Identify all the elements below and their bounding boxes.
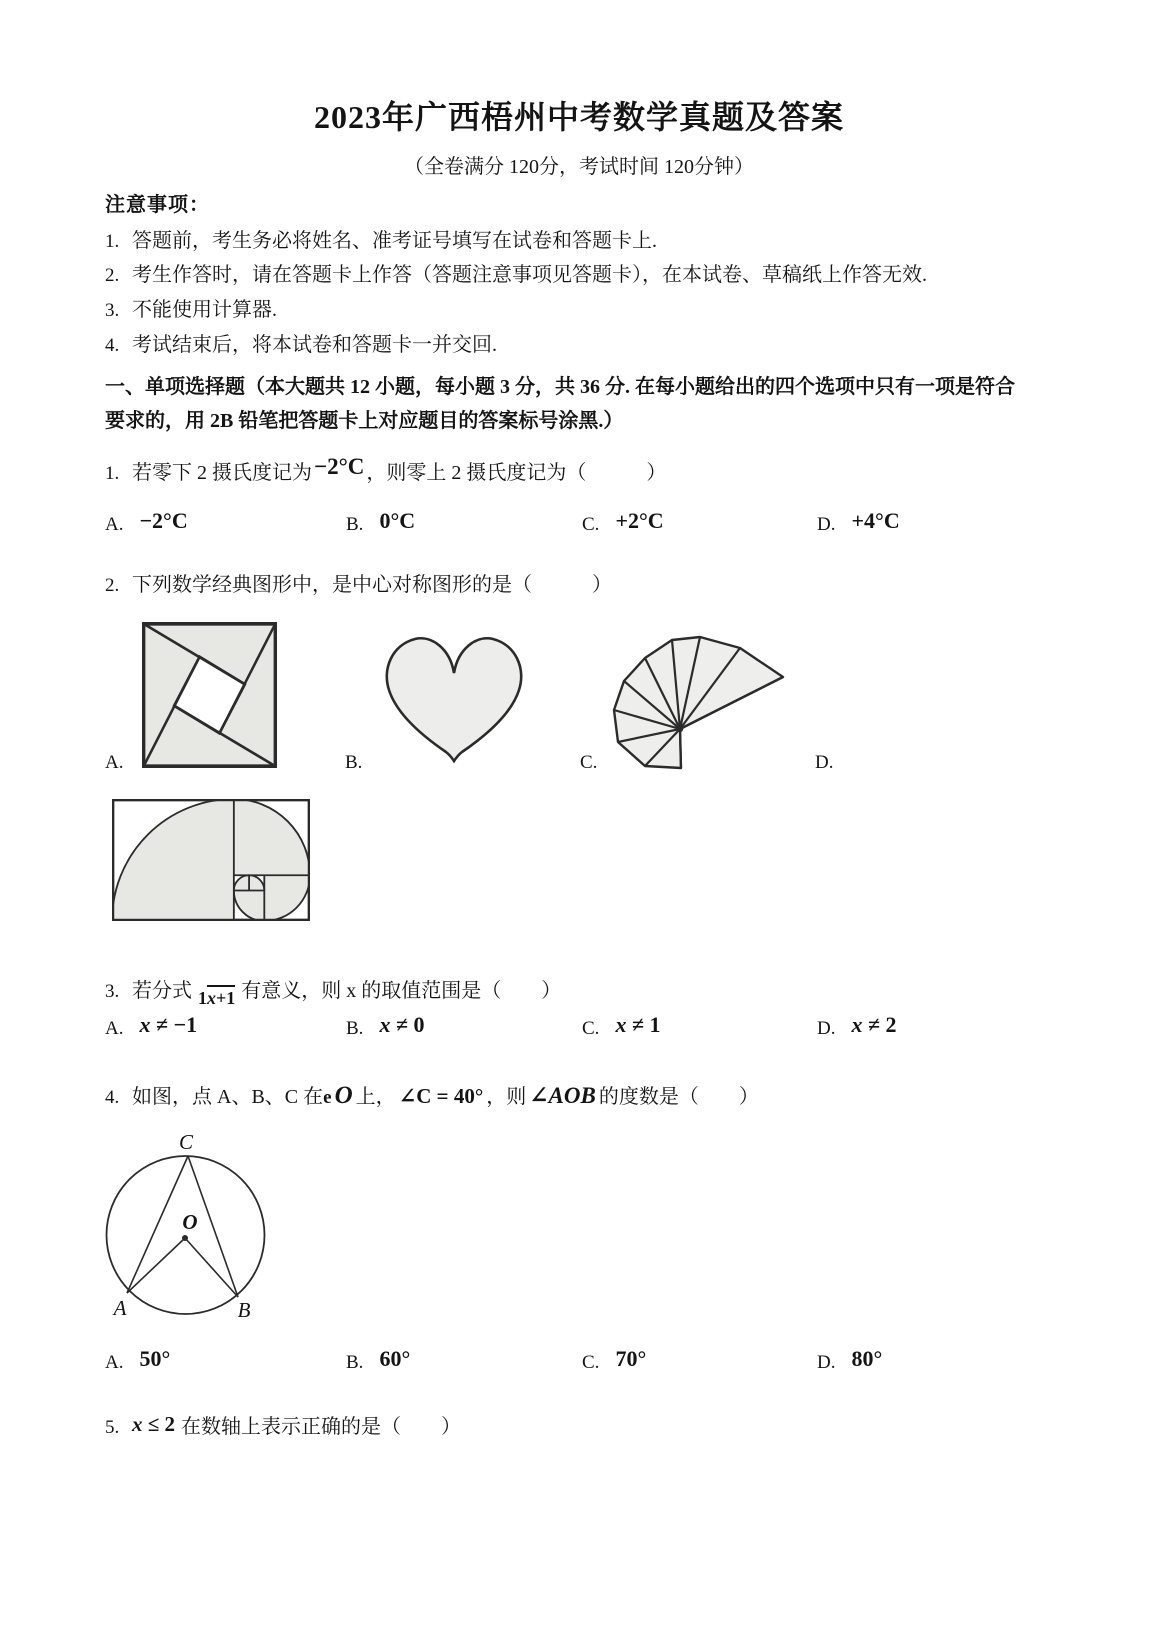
option-label: A. bbox=[105, 514, 124, 535]
fraction bbox=[198, 988, 235, 1008]
option-label: D. bbox=[817, 1352, 836, 1373]
question-number: 1. bbox=[105, 463, 120, 484]
figure-chord-square bbox=[142, 622, 277, 768]
page-subtitle: （全卷满分 120分，考试时间 120分钟） bbox=[404, 156, 754, 178]
question-number: 3. bbox=[105, 981, 120, 1002]
question-number: 2. bbox=[105, 575, 120, 596]
question-number: 5. bbox=[105, 1417, 120, 1438]
note-item bbox=[105, 224, 657, 253]
figure-label-a: A. bbox=[105, 752, 124, 773]
option-value: x ≠ −1 bbox=[139, 1012, 198, 1037]
note-text: 答题前，考生务必将姓名、准考证号填写在试卷和答题卡上. bbox=[132, 230, 657, 252]
fraction-denominator: x+1 bbox=[207, 988, 236, 1008]
option-label: D. bbox=[817, 514, 836, 535]
question-text: 下列数学经典图形中，是中心对称图形的是（ ） bbox=[132, 574, 612, 596]
option-value: 80° bbox=[851, 1346, 883, 1371]
option-label: C. bbox=[582, 1018, 600, 1039]
note-item bbox=[105, 328, 497, 357]
diagram-label-a: A bbox=[113, 1296, 127, 1320]
option-label: A. bbox=[105, 1018, 124, 1039]
option-a bbox=[105, 1348, 170, 1374]
option-value: −2°C bbox=[139, 508, 188, 533]
question-text-pre: 若分式 bbox=[132, 980, 192, 1002]
angle-target: ∠AOB bbox=[529, 1083, 596, 1108]
question-text-post: 的度数是（ ） bbox=[598, 1086, 759, 1108]
figure-golden-spiral bbox=[112, 799, 310, 921]
option-d bbox=[817, 1348, 882, 1374]
diagram-label-c: C bbox=[178, 1135, 194, 1154]
note-text: 不能使用计算器. bbox=[132, 299, 277, 321]
page-title: 2023年广西梧州中考数学真题及答案 bbox=[313, 99, 844, 135]
option-c bbox=[582, 510, 664, 536]
option-d bbox=[817, 1014, 897, 1040]
question-text-post: 有意义，则 x 的取值范围是（ ） bbox=[241, 980, 562, 1002]
option-value: 0°C bbox=[379, 508, 416, 533]
note-text: 考试结束后，将本试卷和答题卡一并交回. bbox=[132, 334, 497, 356]
figure-folding-fan bbox=[605, 628, 790, 776]
note-text: 考生作答时，请在答题卡上作答（答题注意事项见答题卡），在本试卷、草稿纸上作答无效. bbox=[132, 264, 927, 286]
question-2 bbox=[105, 568, 612, 597]
note-number: 1. bbox=[105, 231, 120, 252]
option-label: B. bbox=[346, 514, 364, 535]
question-text-then: ，则 bbox=[486, 1086, 527, 1108]
figure-circle-diagram bbox=[100, 1135, 272, 1321]
option-label: B. bbox=[346, 1018, 364, 1039]
fraction-bar bbox=[207, 985, 235, 1009]
option-value: +2°C bbox=[615, 508, 664, 533]
diagram-label-o: O bbox=[182, 1210, 198, 1234]
figure-label-c: C. bbox=[580, 752, 598, 773]
option-value: x ≠ 1 bbox=[615, 1012, 661, 1037]
option-b bbox=[346, 1014, 425, 1040]
option-b bbox=[346, 510, 415, 536]
option-label: B. bbox=[346, 1352, 364, 1373]
notes-heading: 注意事项： bbox=[105, 194, 210, 216]
option-d bbox=[817, 510, 900, 536]
note-number: 3. bbox=[105, 300, 120, 321]
question-text-mid: 上， bbox=[355, 1086, 396, 1108]
question-3 bbox=[105, 974, 561, 1008]
section-header-line1: 一、单项选择题（本大题共 12 小题，每小题 3 分，共 36 分. 在每小题给出的四个选项中只有一项是符合 bbox=[105, 376, 1015, 398]
note-number: 4. bbox=[105, 335, 120, 356]
option-value: 60° bbox=[379, 1346, 411, 1371]
option-a bbox=[105, 510, 188, 536]
question-text-pre: 若零下 2 摄氏度记为 bbox=[132, 462, 312, 484]
question-4 bbox=[105, 1080, 759, 1110]
question-number: 4. bbox=[105, 1087, 120, 1108]
angle-condition: ∠C = 40° bbox=[398, 1084, 484, 1108]
option-value: 70° bbox=[615, 1346, 647, 1371]
option-label: D. bbox=[817, 1018, 836, 1039]
inline-math-inequality: x ≤ 2 bbox=[132, 1412, 176, 1436]
option-label: C. bbox=[582, 1352, 600, 1373]
question-text-post: ，则零上 2 摄氏度记为（ ） bbox=[366, 462, 667, 484]
option-b bbox=[346, 1348, 410, 1374]
note-item bbox=[105, 293, 277, 322]
figure-label-b: B. bbox=[345, 752, 363, 773]
option-value: +4°C bbox=[851, 508, 900, 533]
option-value: x ≠ 0 bbox=[379, 1012, 425, 1037]
diagram-label-b: B bbox=[237, 1298, 251, 1321]
inline-math-temperature: −2°C bbox=[314, 454, 365, 479]
option-c bbox=[582, 1348, 646, 1374]
option-value: 50° bbox=[139, 1346, 171, 1371]
figure-heart bbox=[380, 630, 528, 764]
circle-center-letter: O bbox=[334, 1082, 353, 1109]
option-value: x ≠ 2 bbox=[851, 1012, 897, 1037]
note-item bbox=[105, 258, 927, 287]
note-number: 2. bbox=[105, 265, 120, 286]
question-text-pre: 如图，点 A、B、C 在 bbox=[132, 1086, 324, 1108]
question-1 bbox=[105, 456, 666, 485]
figure-label-d: D. bbox=[815, 752, 834, 773]
question-text-post: 在数轴上表示正确的是（ ） bbox=[181, 1416, 462, 1438]
section-header-line2: 要求的，用 2B 铅笔把答题卡上对应题目的答案标号涂黑.） bbox=[105, 410, 624, 432]
option-label: C. bbox=[582, 514, 600, 535]
fraction-numerator: 1 bbox=[198, 988, 207, 1008]
option-a bbox=[105, 1014, 197, 1040]
option-c bbox=[582, 1014, 661, 1040]
question-5 bbox=[105, 1410, 461, 1439]
option-label: A. bbox=[105, 1352, 124, 1373]
circle-symbol: e bbox=[323, 1087, 332, 1108]
